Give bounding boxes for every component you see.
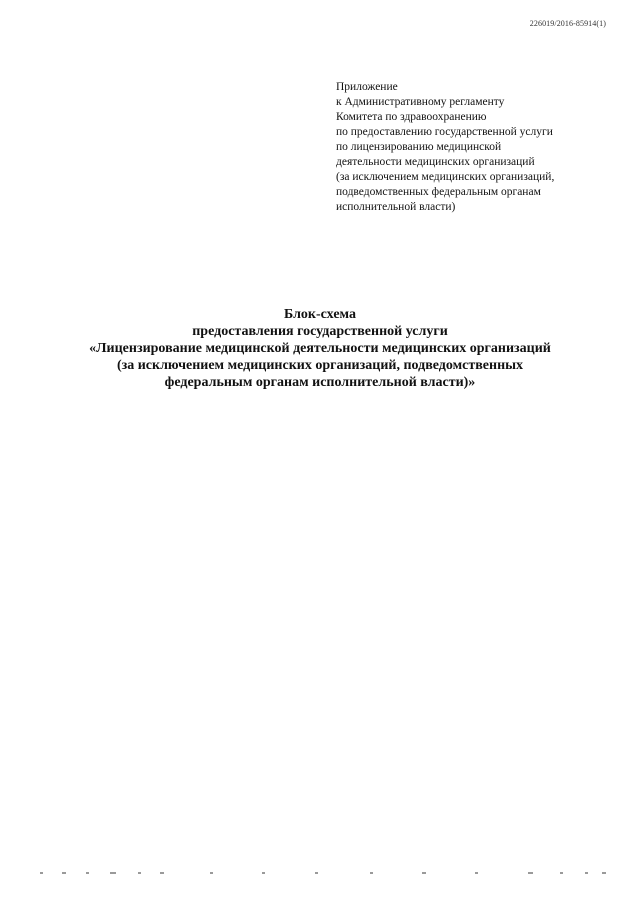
appendix-line: по лицензированию медицинской <box>336 141 502 153</box>
appendix-line: подведомственных федеральным органам <box>336 186 541 198</box>
appendix-line: (за исключением медицинских организаций, <box>336 171 555 183</box>
title-line: Блок-схема <box>284 307 356 322</box>
title-line: федеральным органам исполнительной власти)» <box>164 375 476 390</box>
scan-artifact-line <box>40 872 610 876</box>
title-line: предоставления государственной услуги <box>192 324 448 339</box>
title-line: (за исключением медицинских организаций, подведомственных <box>116 358 524 373</box>
appendix-line: Комитета по здравоохранению <box>336 111 487 123</box>
document-number: 226019/2016-85914(1) <box>529 19 606 28</box>
appendix-block <box>336 80 626 215</box>
appendix-line: исполнительной власти) <box>336 201 456 213</box>
appendix-line: к Административному регламенту <box>336 96 505 108</box>
appendix-line: деятельности медицинских организаций <box>336 156 535 168</box>
appendix-line: Приложение <box>336 81 398 93</box>
document-title <box>0 306 640 391</box>
appendix-line: по предоставлению государственной услуги <box>336 126 553 138</box>
title-line: «Лицензирование медицинской деятельности медицинских организаций <box>89 341 551 356</box>
